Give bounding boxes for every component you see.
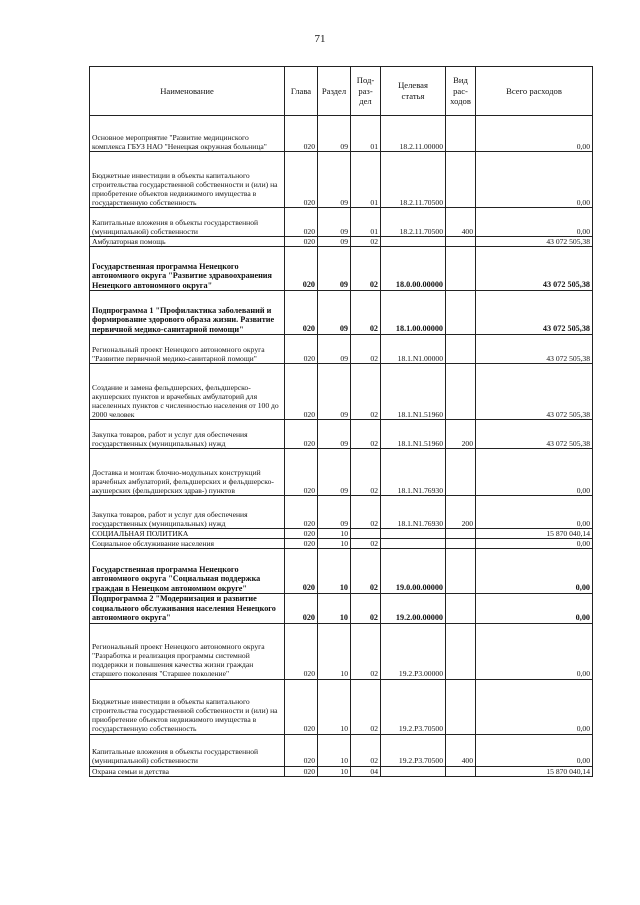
cell-vid [446, 291, 476, 335]
cell-target: 19.2.P3.00000 [381, 623, 446, 679]
cell-glava: 020 [285, 594, 318, 623]
cell-vid [446, 539, 476, 549]
cell-vid [446, 594, 476, 623]
cell-vid [446, 247, 476, 291]
cell-target [381, 529, 446, 539]
cell-name: Капитальные вложения в объекты государственной (муниципальной) собственности [90, 734, 285, 766]
cell-vid [446, 623, 476, 679]
cell-target: 19.0.00.00000 [381, 549, 446, 594]
cell-total: 43 072 505,38 [476, 291, 593, 335]
cell-glava: 020 [285, 529, 318, 539]
cell-razdel: 09 [318, 335, 351, 364]
header-total: Всего расходов [476, 67, 593, 116]
cell-name: Доставка и монтаж блочно-модульных конструкций врачебных амбулаторий, фельдшерских и фельдшерско-акушерских (фельдшерских здрав-) пунктов [90, 449, 285, 496]
cell-glava: 020 [285, 734, 318, 766]
cell-podrazdel: 01 [351, 116, 381, 152]
header-name: Наименование [90, 67, 285, 116]
cell-vid: 200 [446, 420, 476, 449]
cell-target: 18.1.N1.76930 [381, 496, 446, 529]
cell-target: 18.1.N1.76930 [381, 449, 446, 496]
cell-razdel: 09 [318, 208, 351, 237]
cell-podrazdel: 02 [351, 623, 381, 679]
cell-total: 0,00 [476, 594, 593, 623]
table-row [90, 420, 593, 449]
table-row [90, 734, 593, 766]
cell-vid [446, 335, 476, 364]
table-row [90, 247, 593, 291]
cell-target [381, 766, 446, 776]
cell-target: 18.1.N1.00000 [381, 335, 446, 364]
table-row [90, 766, 593, 776]
cell-glava: 020 [285, 291, 318, 335]
cell-vid [446, 364, 476, 420]
table-row [90, 208, 593, 237]
table-row [90, 152, 593, 208]
cell-glava: 020 [285, 539, 318, 549]
cell-podrazdel: 02 [351, 247, 381, 291]
cell-total: 0,00 [476, 116, 593, 152]
cell-total: 0,00 [476, 449, 593, 496]
cell-razdel: 10 [318, 766, 351, 776]
cell-glava: 020 [285, 496, 318, 529]
cell-total: 43 072 505,38 [476, 247, 593, 291]
cell-podrazdel: 02 [351, 237, 381, 247]
table-row [90, 496, 593, 529]
table-row [90, 679, 593, 734]
cell-total: 15 870 040,14 [476, 529, 593, 539]
cell-target: 18.1.N1.51960 [381, 420, 446, 449]
cell-glava: 020 [285, 208, 318, 237]
cell-total: 43 072 505,38 [476, 420, 593, 449]
cell-razdel: 09 [318, 496, 351, 529]
cell-name: Охрана семьи и детства [90, 766, 285, 776]
header-vid: Вид рас- ходов [446, 67, 476, 116]
cell-total: 43 072 505,38 [476, 335, 593, 364]
cell-total: 0,00 [476, 734, 593, 766]
cell-podrazdel: 02 [351, 335, 381, 364]
cell-glava: 020 [285, 420, 318, 449]
cell-name: Создание и замена фельдшерских, фельдшерско-акушерских пунктов и врачебных амбулаторий для населенных пунктов с численностью населения от 100 до 2000 человек [90, 364, 285, 420]
cell-glava: 020 [285, 679, 318, 734]
cell-target [381, 539, 446, 549]
cell-podrazdel: 02 [351, 594, 381, 623]
table-row [90, 529, 593, 539]
cell-target [381, 237, 446, 247]
cell-name: Региональный проект Ненецкого автономного округа "Разработка и реализация программы системной поддержки и повышения качества жизни граждан старшего поколения "Старшее поколение" [90, 623, 285, 679]
table-row [90, 594, 593, 623]
cell-glava: 020 [285, 364, 318, 420]
cell-podrazdel: 04 [351, 766, 381, 776]
cell-name: Бюджетные инвестиции в объекты капитального строительства государственной собственности и (или) на приобретение объектов недвижимого имущества в государственную собственность [90, 679, 285, 734]
cell-vid: 400 [446, 734, 476, 766]
cell-vid [446, 152, 476, 208]
cell-target: 19.2.P3.70500 [381, 679, 446, 734]
table-row [90, 549, 593, 594]
cell-razdel: 10 [318, 679, 351, 734]
cell-total: 0,00 [476, 549, 593, 594]
cell-razdel: 10 [318, 539, 351, 549]
cell-vid [446, 529, 476, 539]
cell-razdel: 09 [318, 237, 351, 247]
cell-target: 18.1.00.00000 [381, 291, 446, 335]
cell-podrazdel: 02 [351, 496, 381, 529]
cell-razdel: 09 [318, 247, 351, 291]
cell-total: 0,00 [476, 623, 593, 679]
cell-name: Закупка товаров, работ и услуг для обеспечения государственных (муниципальных) нужд [90, 420, 285, 449]
cell-name: Основное мероприятие "Развитие медицинского комплекса ГБУЗ НАО "Ненецкая окружная больница" [90, 116, 285, 152]
page-number: 71 [314, 33, 326, 45]
cell-target: 18.2.11.70500 [381, 208, 446, 237]
table-row [90, 364, 593, 420]
cell-razdel: 09 [318, 152, 351, 208]
cell-target: 18.2.11.70500 [381, 152, 446, 208]
cell-glava: 020 [285, 116, 318, 152]
header-target: Целевая статья [381, 67, 446, 116]
table-row [90, 291, 593, 335]
cell-vid: 200 [446, 496, 476, 529]
cell-podrazdel: 02 [351, 449, 381, 496]
table-header-row [90, 67, 593, 116]
cell-target: 19.2.P3.70500 [381, 734, 446, 766]
cell-podrazdel: 02 [351, 539, 381, 549]
budget-table [89, 66, 593, 777]
cell-target: 19.2.00.00000 [381, 594, 446, 623]
cell-name: Социальное обслуживание населения [90, 539, 285, 549]
cell-name: Государственная программа Ненецкого автономного округа "Социальная поддержка граждан в Ненецком автономном округе" [90, 549, 285, 594]
cell-total: 43 072 505,38 [476, 364, 593, 420]
cell-vid [446, 237, 476, 247]
cell-total: 0,00 [476, 152, 593, 208]
cell-glava: 020 [285, 623, 318, 679]
cell-name: Подпрограмма 2 "Модернизация и развитие социального обслуживания населения Ненецкого автономного округа" [90, 594, 285, 623]
cell-name: Подпрограмма 1 "Профилактика заболеваний и формирование здорового образа жизни. Развитие первичной медико-санитарной помощи" [90, 291, 285, 335]
cell-vid [446, 449, 476, 496]
cell-podrazdel: 02 [351, 364, 381, 420]
header-glava: Глава [285, 67, 318, 116]
cell-podrazdel: 02 [351, 549, 381, 594]
cell-podrazdel: 02 [351, 420, 381, 449]
cell-razdel: 10 [318, 594, 351, 623]
table-row [90, 237, 593, 247]
cell-total: 0,00 [476, 539, 593, 549]
cell-glava: 020 [285, 549, 318, 594]
cell-glava: 020 [285, 247, 318, 291]
header-razdel: Раздел [318, 67, 351, 116]
cell-podrazdel: 01 [351, 152, 381, 208]
cell-name: СОЦИАЛЬНАЯ ПОЛИТИКА [90, 529, 285, 539]
cell-razdel: 10 [318, 734, 351, 766]
cell-name: Амбулаторная помощь [90, 237, 285, 247]
cell-vid [446, 116, 476, 152]
cell-vid: 400 [446, 208, 476, 237]
table-row [90, 335, 593, 364]
cell-razdel: 09 [318, 449, 351, 496]
cell-razdel: 09 [318, 420, 351, 449]
cell-podrazdel: 02 [351, 679, 381, 734]
header-podrazdel: Под- раз- дел [351, 67, 381, 116]
cell-glava: 020 [285, 152, 318, 208]
cell-podrazdel [351, 529, 381, 539]
cell-razdel: 09 [318, 364, 351, 420]
cell-podrazdel: 01 [351, 208, 381, 237]
cell-target: 18.1.N1.51960 [381, 364, 446, 420]
table-row [90, 539, 593, 549]
cell-glava: 020 [285, 766, 318, 776]
cell-target: 18.0.00.00000 [381, 247, 446, 291]
cell-vid [446, 766, 476, 776]
cell-total: 15 870 040,14 [476, 766, 593, 776]
cell-total: 43 072 505,38 [476, 237, 593, 247]
cell-podrazdel: 02 [351, 291, 381, 335]
cell-total: 0,00 [476, 496, 593, 529]
cell-razdel: 10 [318, 529, 351, 539]
cell-glava: 020 [285, 449, 318, 496]
cell-name: Бюджетные инвестиции в объекты капитального строительства государственной собственности и (или) на приобретение объектов недвижимого имущества в государственную собственность [90, 152, 285, 208]
cell-razdel: 10 [318, 549, 351, 594]
table-row [90, 623, 593, 679]
cell-razdel: 09 [318, 116, 351, 152]
cell-target: 18.2.11.00000 [381, 116, 446, 152]
cell-name: Региональный проект Ненецкого автономного округа "Развитие первичной медико-санитарной помощи" [90, 335, 285, 364]
cell-total: 0,00 [476, 679, 593, 734]
cell-name: Закупка товаров, работ и услуг для обеспечения государственных (муниципальных) нужд [90, 496, 285, 529]
table-row [90, 449, 593, 496]
cell-name: Капитальные вложения в объекты государственной (муниципальной) собственности [90, 208, 285, 237]
cell-name: Государственная программа Ненецкого автономного округа "Развитие здравоохранения Ненецкого автономного округа" [90, 247, 285, 291]
cell-vid [446, 679, 476, 734]
cell-vid [446, 549, 476, 594]
cell-razdel: 10 [318, 623, 351, 679]
cell-razdel: 09 [318, 291, 351, 335]
cell-total: 0,00 [476, 208, 593, 237]
cell-podrazdel: 02 [351, 734, 381, 766]
cell-glava: 020 [285, 335, 318, 364]
cell-glava: 020 [285, 237, 318, 247]
table-row [90, 116, 593, 152]
